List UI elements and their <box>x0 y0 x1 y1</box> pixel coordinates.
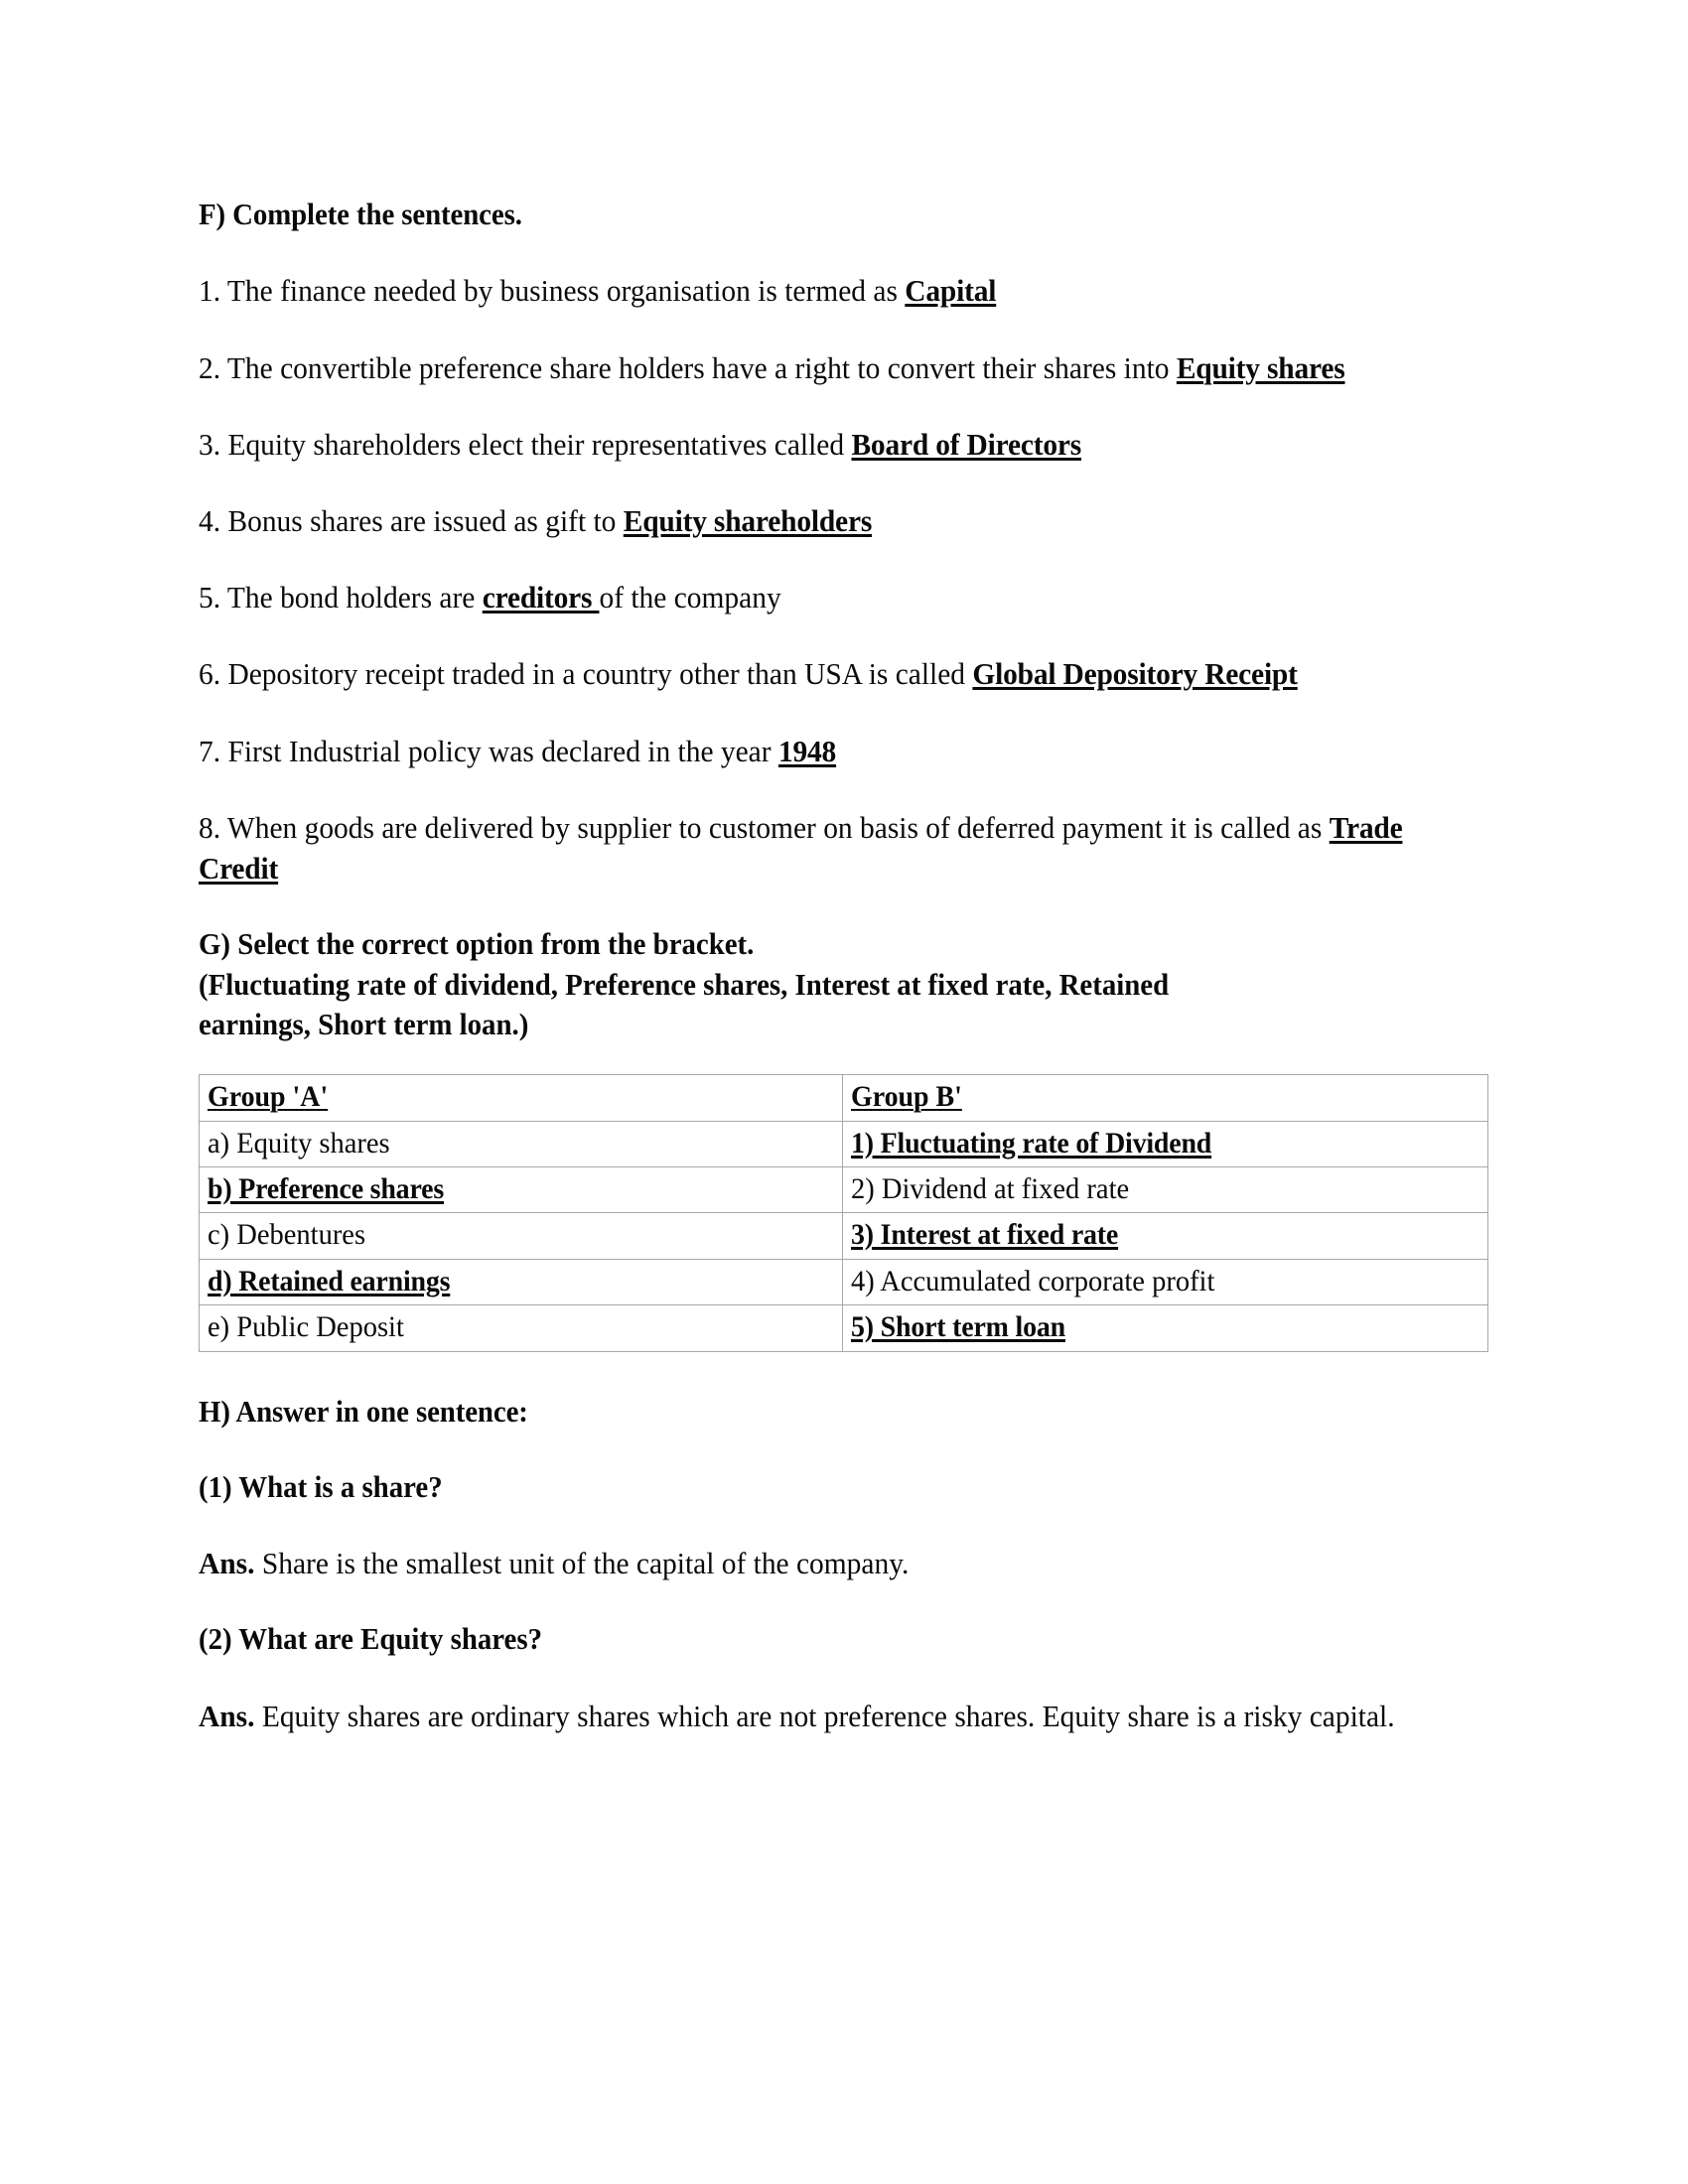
answer-1 <box>199 1543 1425 1583</box>
item-text-before: The convertible preference share holders have a right to convert their shares into <box>226 349 1177 385</box>
table-cell-group-b: 5) Short term loan <box>843 1305 1488 1351</box>
table-cell-group-b: 4) Accumulated corporate profit <box>843 1259 1488 1304</box>
item-text-before: The finance needed by business organisation is termed as <box>226 273 906 309</box>
answer-text: Share is the smallest unit of the capital of the company. <box>254 1546 910 1581</box>
table-row <box>200 1259 1488 1304</box>
item-number: 6. <box>199 656 221 692</box>
table-cell-group-a: c) Debentures <box>200 1213 843 1259</box>
item-text-before: Equity shareholders elect their representatives called <box>227 426 852 462</box>
table-header-group-a: Group 'A' <box>200 1075 843 1121</box>
table-cell-group-b: 1) Fluctuating rate of Dividend <box>843 1121 1488 1166</box>
item-text-before: The bond holders are <box>226 580 483 615</box>
table-row <box>200 1305 1488 1351</box>
section-g-heading: G) Select the correct option from the bracket. <box>199 926 755 962</box>
table-row <box>200 1166 1488 1212</box>
item-number: 8. <box>199 809 221 845</box>
item-number: 5. <box>199 580 221 615</box>
answer-label: Ans. <box>199 1698 255 1733</box>
item-answer: creditors <box>482 580 600 615</box>
fill-in-item-4 <box>199 500 1425 541</box>
section-h-heading: H) Answer in one sentence: <box>199 1393 528 1429</box>
table-header-group-b: Group B' <box>843 1075 1488 1121</box>
answer-label: Ans. <box>199 1546 255 1581</box>
matching-table <box>199 1074 1488 1351</box>
answer-2 <box>199 1696 1425 1736</box>
table-header-row <box>200 1075 1488 1121</box>
table-cell-group-a: d) Retained earnings <box>200 1259 843 1304</box>
section-g-bracket-line-1: (Fluctuating rate of dividend, Preference shares, Interest at fixed rate, Retained <box>199 966 1170 1002</box>
question-1-heading: (1) What is a share? <box>199 1468 443 1504</box>
item-answer: 1948 <box>777 733 837 768</box>
table-cell-group-b: 3) Interest at fixed rate <box>843 1213 1488 1259</box>
item-text-after: of the company <box>599 580 781 615</box>
item-number: 3. <box>199 426 221 462</box>
item-answer: Equity shares <box>1176 349 1345 385</box>
item-answer: Global Depository Receipt <box>972 656 1298 692</box>
item-answer: Board of Directors <box>851 426 1082 462</box>
document-body <box>199 195 1489 1736</box>
fill-in-item-3 <box>199 424 1425 465</box>
section-g-block <box>199 924 1399 1044</box>
item-number: 4. <box>199 502 221 538</box>
item-number: 2. <box>199 349 221 385</box>
item-number: 1. <box>199 273 221 309</box>
table-cell-group-a: e) Public Deposit <box>200 1305 843 1351</box>
item-number: 7. <box>199 733 221 768</box>
item-text-before: First Industrial policy was declared in the year <box>227 733 778 768</box>
table-cell-group-a: a) Equity shares <box>200 1121 843 1166</box>
item-answer: Capital <box>905 273 997 309</box>
item-text-before: Bonus shares are issued as gift to <box>227 502 624 538</box>
question-2-heading: (2) What are Equity shares? <box>199 1621 542 1657</box>
item-text-before: Depository receipt traded in a country other than USA is called <box>227 656 973 692</box>
fill-in-item-1 <box>199 270 1425 311</box>
table-cell-group-b: 2) Dividend at fixed rate <box>843 1166 1488 1212</box>
section-g-bracket-line-2: earnings, Short term loan.) <box>199 1006 529 1041</box>
table-row <box>200 1213 1488 1259</box>
fill-in-item-2 <box>199 347 1425 388</box>
item-answer: Equity shareholders <box>623 502 873 538</box>
item-text-before: When goods are delivered by supplier to customer on basis of deferred payment it is called as <box>226 809 1330 845</box>
section-f-heading: F) Complete the sentences. <box>199 197 522 231</box>
fill-in-item-7 <box>199 731 1425 771</box>
fill-in-item-5 <box>199 577 1425 617</box>
fill-in-item-8 <box>199 807 1425 888</box>
answer-text: Equity shares are ordinary shares which are not preference shares. Equity share is a risky capital. <box>254 1698 1395 1733</box>
table-cell-group-a: b) Preference shares <box>200 1166 843 1212</box>
fill-in-item-6 <box>199 653 1425 694</box>
item-answer: Trade Credit <box>199 809 1403 887</box>
table-row <box>200 1121 1488 1166</box>
